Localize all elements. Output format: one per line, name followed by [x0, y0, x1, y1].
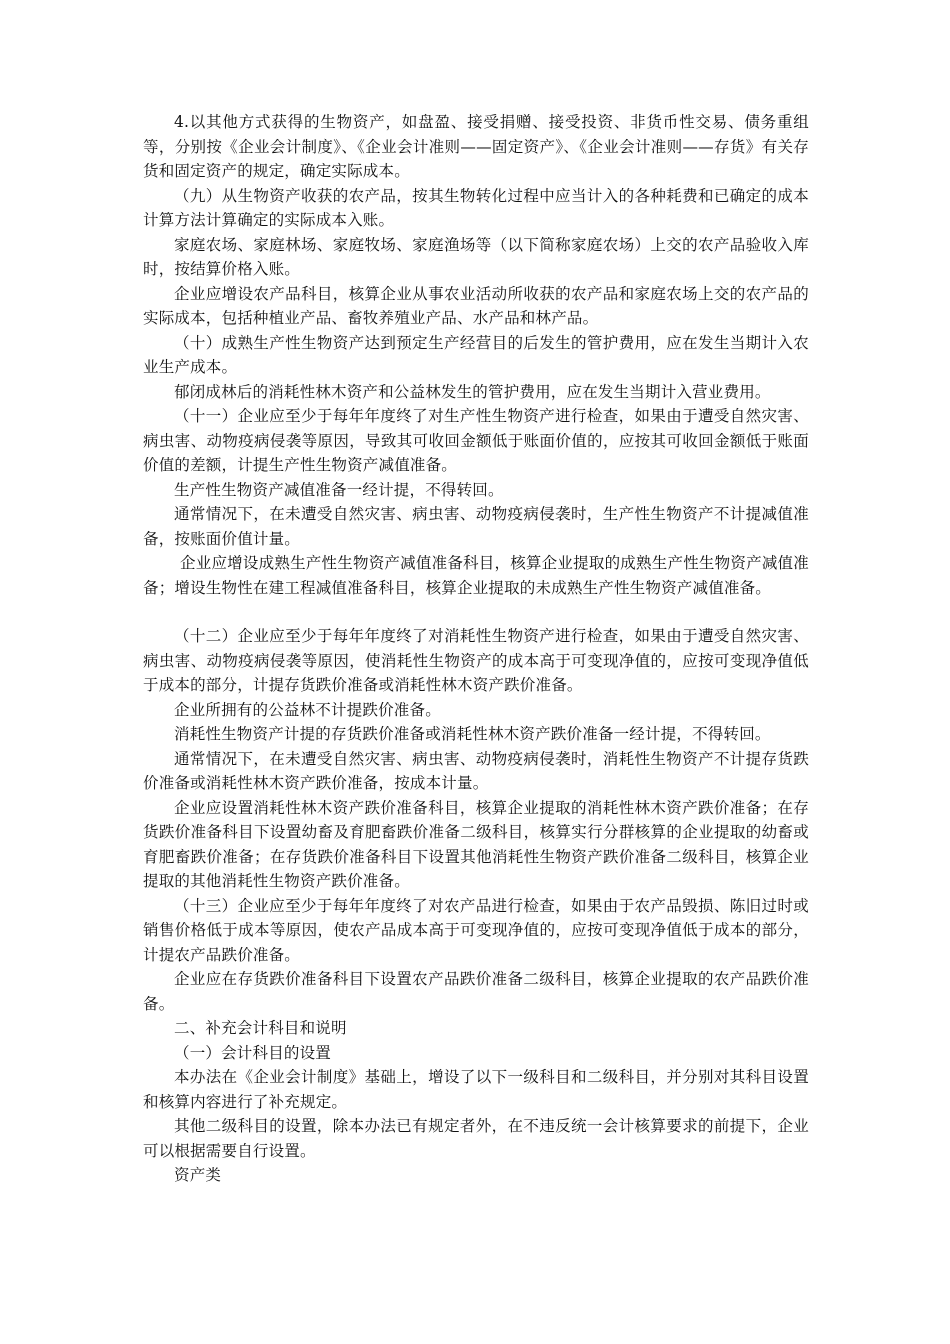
paragraph-section-12: （十二）企业应至少于每年年度终了对消耗性生物资产进行检查，如果由于遭受自然灾害、病虫害、动物疫病侵袭等原因，使消耗性生物资产的成本高于可变现净值的，应按可变现净值低于成本的部分，计提存货跌价准备或消耗性林木资产跌价准备。 — [143, 627, 809, 694]
paragraph-section-10: （十）成熟生产性生物资产达到预定生产经营目的后发生的管护费用，应在发生当期计入农业生产成本。 — [143, 333, 809, 376]
paragraph-public-forest: 企业所拥有的公益林不计提跌价准备。 — [174, 700, 441, 719]
paragraph-impairment-no-reversal: 生产性生物资产减值准备一经计提，不得转回。 — [174, 480, 504, 499]
heading-supplementary-accounts: 二、补充会计科目和说明 — [174, 1019, 347, 1037]
paragraph-agri-product-account: 企业应增设农产品科目，核算企业从事农业活动所收获的农产品和家庭农场上交的农产品的实际成本，包括种植业产品、畜牧养殖业产品、水产品和林产品。 — [143, 284, 809, 327]
paragraph-section-11: （十一）企业应至少于每年年度终了对生产性生物资产进行检查，如果由于遭受自然灾害、病虫害、动物疫病侵袭等原因，导致其可收回金额低于账面价值的，应按其可收回金额低于账面价值的差额，计提生产性生物资产减值准备。 — [143, 407, 809, 474]
document-body — [143, 110, 809, 1188]
paragraph-writedown-normal-case: 通常情况下，在未遭受自然灾害、病虫害、动物疫病侵袭时，消耗性生物资产不计提存货跌价准备或消耗性林木资产跌价准备，按成本计量。 — [143, 749, 809, 792]
heading-account-setup: （一）会计科目的设置 — [174, 1043, 332, 1062]
paragraph-section-9: （九）从生物资产收获的农产品，按其生物转化过程中应当计入的各种耗费和已确定的成本计算方法计算确定的实际成本入账。 — [143, 186, 809, 229]
paragraph-account-additions: 本办法在《企业会计制度》基础上，增设了以下一级科目和二级科目，并分别对其科目设置和核算内容进行了补充规定。 — [143, 1068, 809, 1111]
paragraph-writedown-accounts: 企业应设置消耗性林木资产跌价准备科目，核算企业提取的消耗性林木资产跌价准备；在存货跌价准备科目下设置幼畜及育肥畜跌价准备二级科目，核算实行分群核算的企业提取的幼畜或育肥畜跌价准备；在存货跌价准备科目下设置其他消耗性生物资产跌价准备二级科目，核算企业提取的其他消耗性生物资产跌价准备。 — [143, 798, 809, 890]
paragraph-writedown-no-reversal: 消耗性生物资产计提的存货跌价准备或消耗性林木资产跌价准备一经计提，不得转回。 — [174, 725, 771, 743]
paragraph-impairment-accounts: 企业应增设成熟生产性生物资产减值准备科目，核算企业提取的成熟生产性生物资产减值准备；增设生物性在建工程减值准备科目，核算企业提取的未成熟生产性生物资产减值准备。 — [143, 554, 809, 597]
paragraph-section-13: （十三）企业应至少于每年年度终了对农产品进行检查，如果由于农产品毁损、陈旧过时或销售价格低于成本等原因，使农产品成本高于可变现净值的，应按可变现净值低于成本的部分，计提农产品跌价准备。 — [143, 896, 809, 964]
paragraph-impairment-normal-case: 通常情况下，在未遭受自然灾害、病虫害、动物疫病侵袭时，生产性生物资产不计提减值准备，按账面价值计量。 — [143, 505, 809, 548]
paragraph-forest-maintenance: 郁闭成林后的消耗性林木资产和公益林发生的管护费用，应在发生当期计入营业费用。 — [174, 382, 771, 401]
paragraph-other-acquisition: 4.以其他方式获得的生物资产，如盘盈、接受捐赠、接受投资、非货币性交易、债务重组等，分别按《企业会计制度》、《企业会计准则——固定资产》、《企业会计准则——存货》有关存货和固定资产的规定，确定实际成本。 — [143, 113, 809, 180]
paragraph-agri-writedown-account: 企业应在存货跌价准备科目下设置农产品跌价准备二级科目，核算企业提取的农产品跌价准备。 — [143, 970, 809, 1013]
paragraph-other-subaccounts: 其他二级科目的设置，除本办法已有规定者外，在不违反统一会计核算要求的前提下，企业可以根据需要自行设置。 — [143, 1117, 809, 1160]
heading-asset-category: 资产类 — [174, 1166, 222, 1184]
paragraph-family-farm: 家庭农场、家庭林场、家庭牧场、家庭渔场等（以下简称家庭农场）上交的农产品验收入库时，按结算价格入账。 — [143, 235, 809, 278]
